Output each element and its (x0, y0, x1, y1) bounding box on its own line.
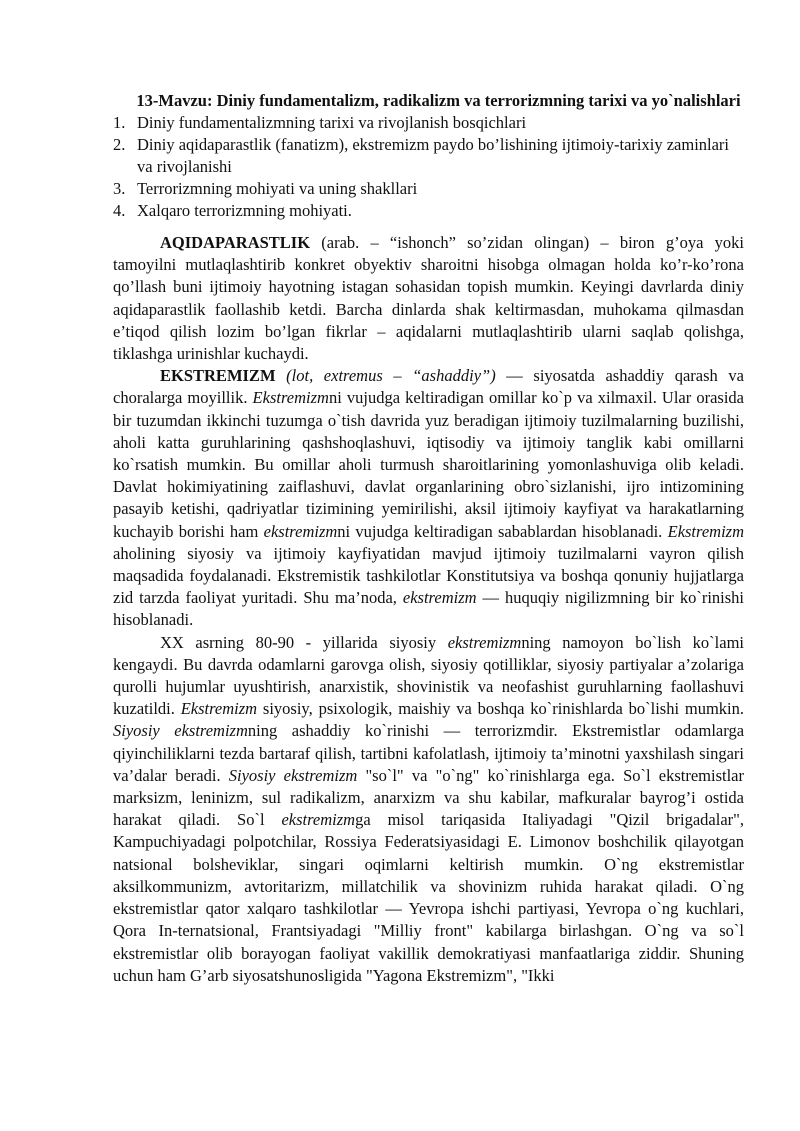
paragraph-text: XX asrning 80-90 - yillarida siyosiy (160, 632, 448, 652)
list-item (113, 112, 744, 134)
emphasis: Ekstremizm (667, 521, 744, 541)
paragraph-text: ni vujudga keltiradigan sabablardan hisoblanadi. (337, 521, 668, 541)
list-item-number: 4. (113, 201, 126, 220)
list-item-number: 2. (113, 135, 126, 154)
etymology: (lot, extremus – “ashaddiy”) (275, 366, 496, 386)
paragraph-text: — huquqiy nigilizmning bir ko`rinishi hisoblanadi. (113, 588, 745, 630)
list-item-text: Diniy aqidaparastlik (fanatizm), ekstremizm paydo bo’lishining ijtimoiy-tarixiy zaminlari va rivojlanishi (137, 135, 730, 176)
paragraph-ekstremizm (113, 365, 744, 631)
paragraph-text: (arab. – “ishonch” so’zidan olingan) – biron g’oya yoki tamoyilni mutlaqlashtirib konkret obyektiv sharoitni hisobga olmagan holda ko’r-ko’rona qo’llash buni ijtimoiy hayotning istagan sohasidan topish mumkin. Keyingi davrlarda diniy aqidaparastlik faollashib ketdi. Barcha dinlarda shak keltirmasdan, muhokama qilmasdan e’tiqod qilish lozim bo’lgan fikrlar – aqidalarni mutlaqlashtirib ularni saqlab qolishga, tiklashga urinishlar kuchaydi. (113, 233, 744, 364)
paragraph-text: — siyosatda ashaddiy qarash va choralarga moyillik. (113, 366, 744, 408)
emphasis: Ekstremizm (252, 388, 329, 408)
list-item-text: Diniy fundamentalizmning tarixi va rivojlanish bosqichlari (137, 113, 527, 132)
paragraph-aqidaparastlik (113, 232, 744, 365)
list-item (113, 200, 744, 222)
paragraph-history (113, 632, 744, 987)
topic-list (113, 112, 744, 222)
list-item-text: Terrorizmning mohiyati va uning shakllari (137, 179, 418, 198)
emphasis: ekstremizm (281, 810, 356, 830)
paragraph-text: siyosiy, psixologik, maishiy va boshqa ko`rinishlarda bo`lishi mumkin. (257, 699, 745, 719)
paragraph-text: aholining siyosiy va ijtimoiy kayfiyatidan mavjud ijtimoiy tuzilmalarni vayron qilish maqsadida foydalanadi. Ekstremistik tashkilotlar Konstitutsiya va boshqa qonuniy hujjatlarga zid tarzda faoliyat yuritadi. Shu ma’noda, (113, 543, 744, 608)
paragraph-text: ning namoyon bo`lish ko`lami kengaydi. Bu davrda odamlarni garovga olish, siyosiy qotilliklar, siyosiy partiyalar a’zolariga qurolli hujumlar uyushtirish, anarxistik, shovinistik va neofashist guruhlarning faollashuvi kuzatildi. (113, 632, 744, 719)
emphasis: ekstremizm (447, 632, 522, 652)
emphasis: Siyosiy ekstremizm (113, 721, 248, 741)
page-title: 13-Mavzu: Diniy fundamentalizm, radikalizm va terrorizmning tarixi va yo`nalishlari (136, 91, 741, 110)
emphasis: ekstremizm (402, 588, 477, 608)
paragraph-text: ni vujudga keltiradigan omillar ko`p va xilmaxil. Ular orasida bir tuzumdan ikkinchi tuzumga o`tish davrida yuz beradigan ijtimoiy tuzilmalarning buzilishi, aholi katta guruhlarining qashshoqlashuvi, iqtisodiy va ijtimoiy tanglik kabi omillarni ko`rsatish mumkin. Bu omillar aholi turmush sharoitlarining yomonlashuviga olib keladi. Davlat hokimiyatining zaiflashuvi, davlat organlarining obro`sizlanishi, ijro intizomining pasayib ketishi, qadriyatlar tizimining yemirilishi, aksil ijtimoiy kayfiyat va harakatlarning kuchayib borishi ham (113, 388, 744, 541)
emphasis: ekstremizm (263, 521, 338, 541)
paragraph-text: "so`l" va "o`ng" ko`rinishlarga ega. So`l ekstremistlar marksizm, leninizm, sul radikalizm, anarxizm va shu kabilar, mafkuralar bayrog’i ostida harakat qiladi. So`l (113, 765, 744, 830)
term-aqidaparastlik: AQIDAPARASTLIK (160, 233, 311, 252)
emphasis: Ekstremizm (180, 699, 258, 719)
list-item (113, 134, 744, 178)
paragraph-text: ning ashaddiy ko`rinishi — terrorizmdir. Ekstremistlar odamlarga qiyinchiliklarni tezda bartaraf qilish, tartibni kafolatlash, ijtimoiy ta’minotni yaxshilash singari va’dalar beradi. (113, 721, 745, 785)
list-item-number: 3. (113, 179, 126, 198)
paragraph-text: ga misol tariqasida Italiyadagi "Qizil brigadalar", Kampuchiyadagi polpotchilar, Rossiya Federatsiyasidagi E. Limonov boshchilik qilayotgan natsional bolsheviklar, singari oqimlarni keltirish mumkin. O`ng ekstremistlar aksilkommunizm, avtoritarizm, millatchilik va shovinizm ruhida harakat qiladi. O`ng ekstremistlar qator xalqaro tashkilotlar — Yevropa ishchi partiyasi, Yevropa o`ng kuchlari, Qora In-ternatsional, Frantsiyadagi "Milliy front" kabilarga birlashgan. O`ng va so`l ekstremistlar olib borayogan faoliyat vakillik demokratiyasi manfaatlariga ziddir. Shuning uchun ham G’arb siyosatshunosligida "Yagona Ekstremizm", "Ikki (113, 810, 744, 985)
emphasis: Siyosiy ekstremizm (228, 765, 358, 785)
list-item (113, 178, 744, 200)
list-item-number: 1. (113, 113, 126, 132)
term-ekstremizm: EKSTREMIZM (160, 366, 276, 386)
list-item-text: Xalqaro terrorizmning mohiyati. (137, 201, 352, 220)
